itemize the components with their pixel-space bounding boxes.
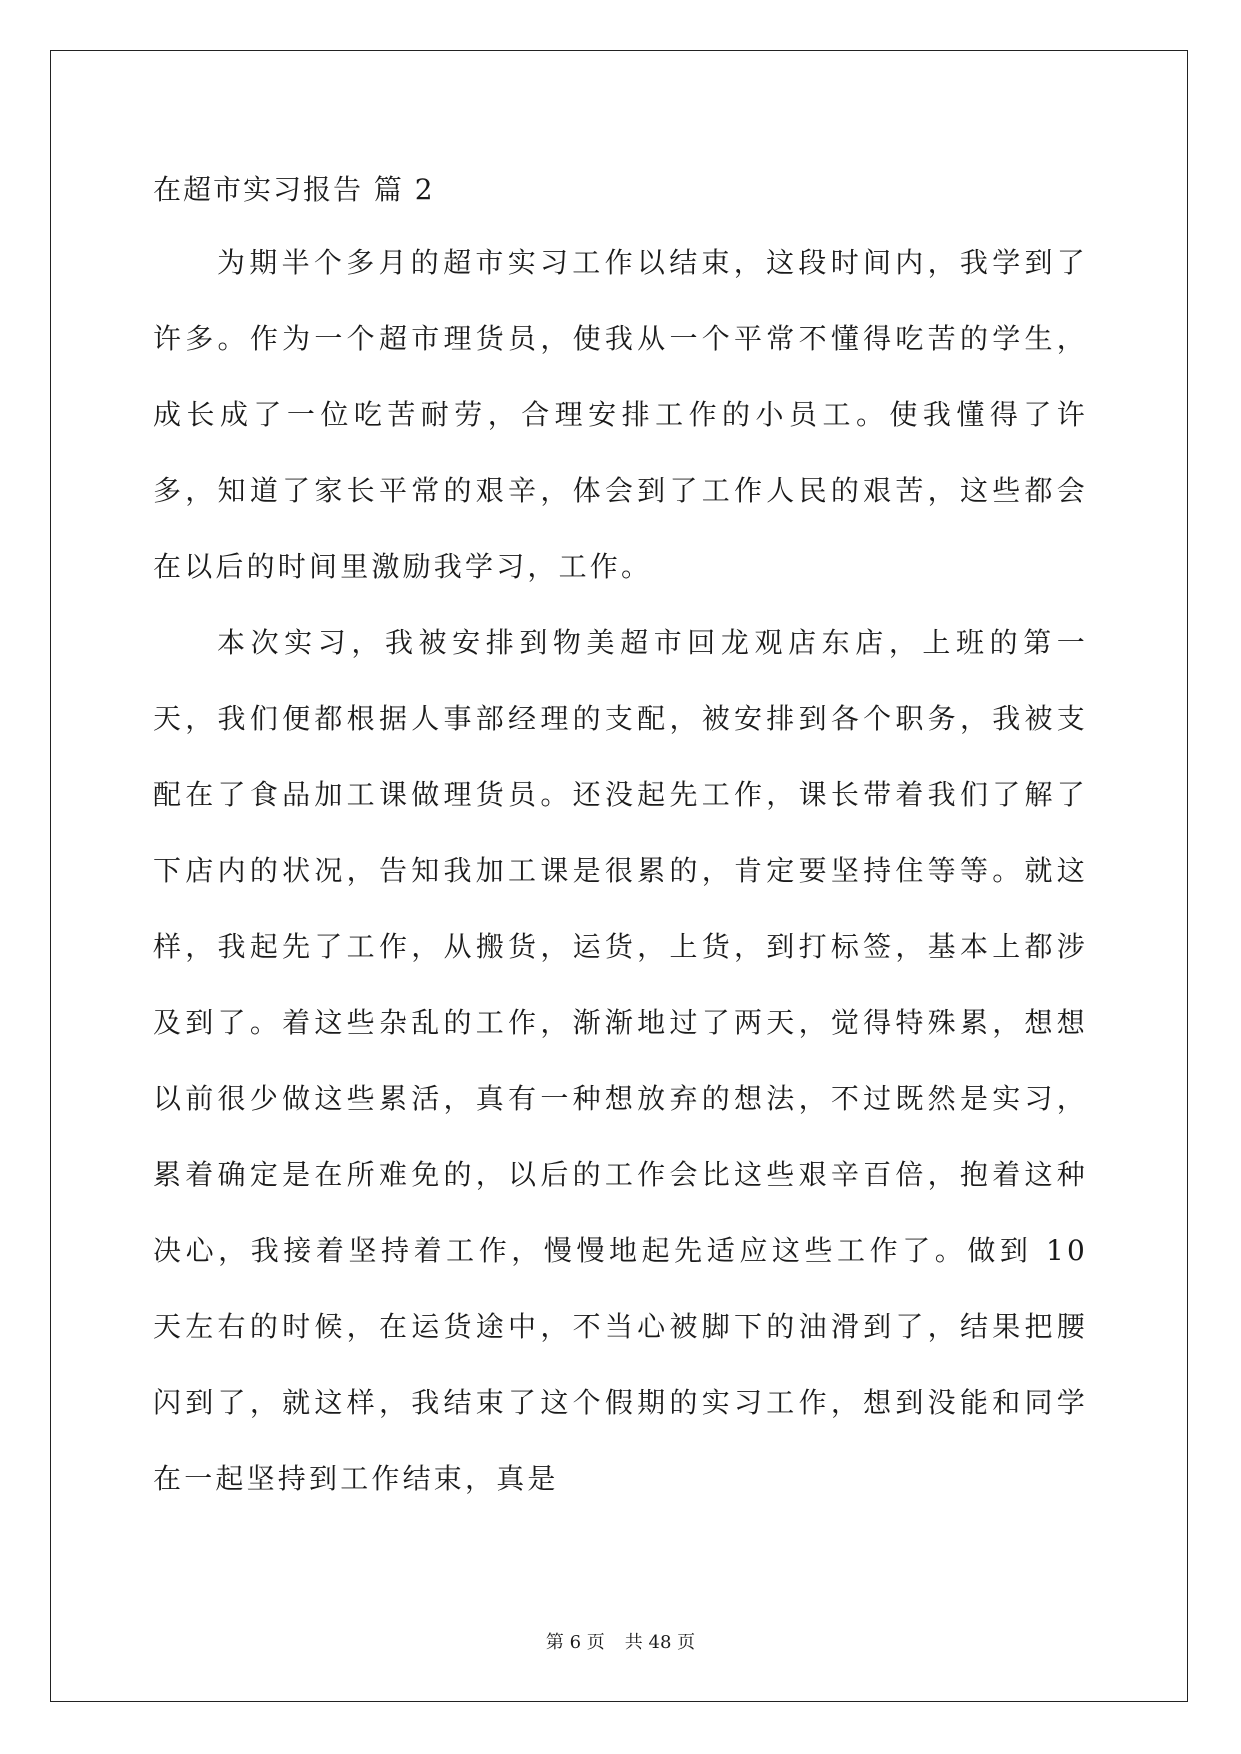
page-number-current: 第 6 页	[545, 1632, 605, 1653]
document-body	[153, 165, 1088, 1517]
paragraph-1: 为期半个多月的超市实习工作以结束，这段时间内，我学到了许多。作为一个超市理货员，使我从一个平常不懂得吃苦的学生，成长成了一位吃苦耐劳，合理安排工作的小员工。使我懂得了许多，知道了家长平常的艰辛，体会到了工作人民的艰苦，这些都会在以后的时间里激励我学习，工作。	[153, 246, 1088, 583]
page-footer	[0, 1630, 1241, 1656]
page-number-total: 共 48 页	[624, 1632, 696, 1653]
paragraph-2: 本次实习，我被安排到物美超市回龙观店东店，上班的第一天，我们便都根据人事部经理的支配，被安排到各个职务，我被支配在了食品加工课做理货员。还没起先工作，课长带着我们了解了下店内的状况，告知我加工课是很累的，肯定要坚持住等等。就这样，我起先了工作，从搬货，运货，上货，到打标签，基本上都涉及到了。着这些杂乱的工作，渐渐地过了两天，觉得特殊累，想想以前很少做这些累活，真有一种想放弃的想法，不过既然是实习，累着确定是在所难免的，以后的工作会比这些艰辛百倍，抱着这种决心，我接着坚持着工作，慢慢地起先适应这些工作了。做到 10 天左右的时候，在运货途中，不当心被脚下的油滑到了，结果把腰闪到了，就这样，我结束了这个假期的实习工作，想到没能和同学在一起坚持到工作结束，真是	[153, 626, 1088, 1495]
document-title: 在超市实习报告 篇 2	[153, 173, 435, 206]
